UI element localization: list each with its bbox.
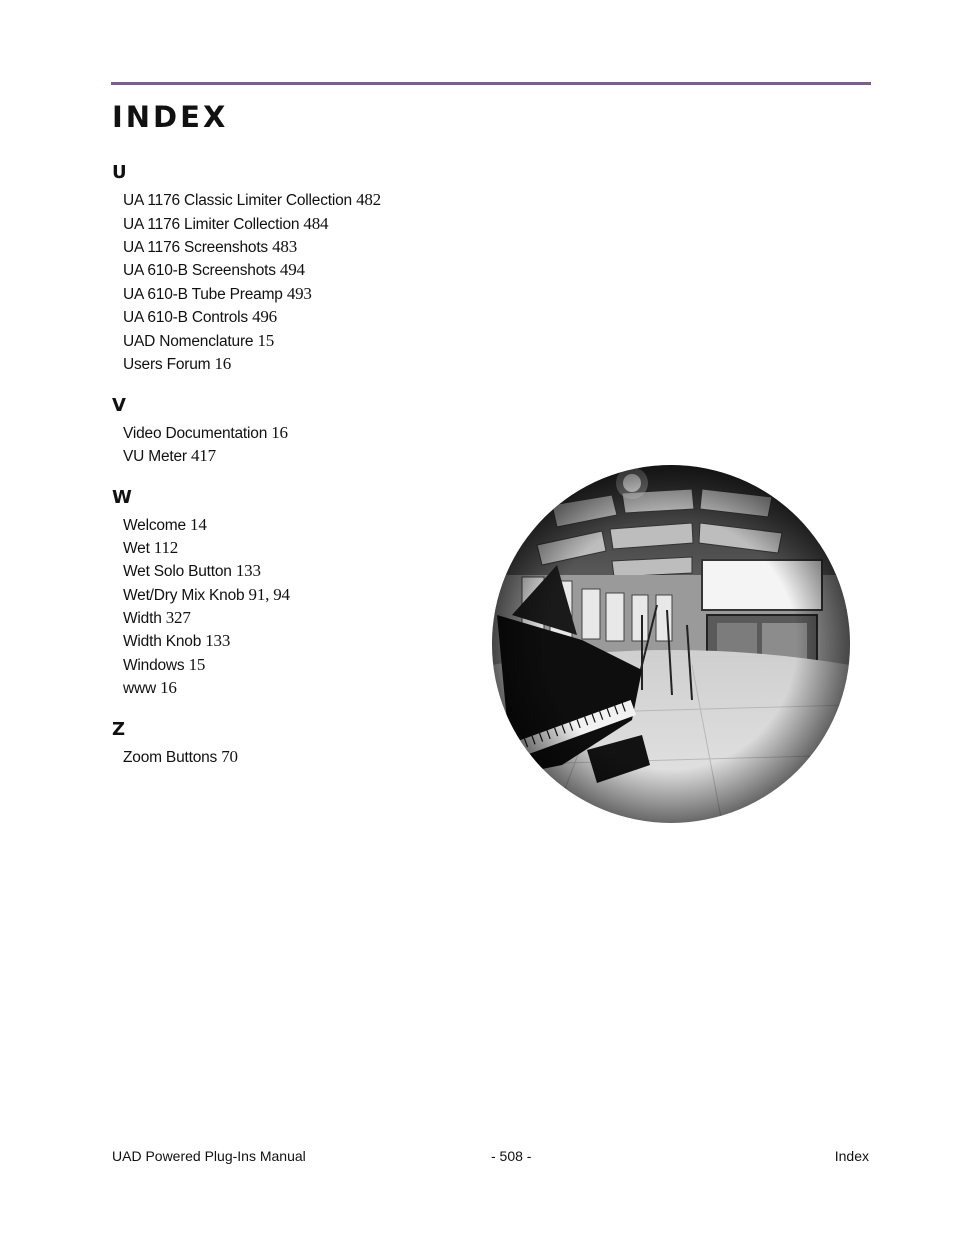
entry-text: UAD Nomenclature xyxy=(123,333,254,350)
entry-page: 14 xyxy=(190,515,207,534)
top-rule xyxy=(111,82,871,85)
section-letter: U xyxy=(112,162,127,183)
entry-page: 494 xyxy=(279,260,305,279)
entry-page: 16 xyxy=(271,423,288,442)
entry-text: www xyxy=(123,680,156,697)
entry-text: Windows xyxy=(123,657,185,674)
footer-page-number: - 508 - xyxy=(491,1148,532,1164)
entry-text: Users Forum xyxy=(123,356,211,373)
index-entry xyxy=(123,214,328,234)
entry-page: 15 xyxy=(188,655,206,674)
entry-page: 482 xyxy=(356,190,381,209)
entry-text: Zoom Buttons xyxy=(123,749,218,766)
entry-page: 133 xyxy=(205,631,231,650)
index-entry xyxy=(123,354,231,374)
index-entry xyxy=(123,631,230,651)
entry-text: Wet xyxy=(123,540,150,557)
entry-text: Width xyxy=(123,610,162,627)
entry-page: 327 xyxy=(165,608,191,627)
studio-photo-illustration xyxy=(492,465,850,823)
index-entry xyxy=(123,515,207,535)
entry-page: 91, 94 xyxy=(248,585,290,604)
index-entry xyxy=(123,608,191,628)
entry-page: 16 xyxy=(160,678,177,697)
section-letter: W xyxy=(112,487,132,508)
entry-text: Wet Solo Button xyxy=(123,563,232,580)
index-entry xyxy=(123,585,290,605)
entry-text: Width Knob xyxy=(123,633,202,650)
studio-fisheye-photo xyxy=(492,465,850,823)
entry-page: 70 xyxy=(221,747,238,766)
footer-manual-title: UAD Powered Plug-Ins Manual xyxy=(112,1148,306,1164)
index-entry xyxy=(123,423,288,443)
entry-text: UA 610-B Controls xyxy=(123,309,248,326)
section-letter: V xyxy=(112,395,126,416)
entry-page: 496 xyxy=(252,307,277,326)
entry-text: UA 610-B Screenshots xyxy=(123,262,276,279)
index-entry xyxy=(123,237,297,257)
index-entry xyxy=(123,678,177,698)
index-entry xyxy=(123,561,261,581)
entry-page: 483 xyxy=(272,237,297,256)
entry-page: 112 xyxy=(153,538,179,557)
entry-page: 493 xyxy=(286,284,312,303)
entry-text: UA 610-B Tube Preamp xyxy=(123,286,283,303)
index-entry xyxy=(123,747,238,767)
entry-page: 16 xyxy=(214,354,232,373)
entry-page: 484 xyxy=(303,214,329,233)
page-title: INDEX xyxy=(112,100,229,134)
index-entry xyxy=(123,655,205,675)
entry-text: UA 1176 Screenshots xyxy=(123,239,268,256)
entry-text: UA 1176 Limiter Collection xyxy=(123,216,300,233)
entry-text: VU Meter xyxy=(123,448,187,465)
entry-page: 133 xyxy=(235,561,261,580)
index-entry xyxy=(123,260,305,280)
entry-text: Video Documentation xyxy=(123,425,268,442)
index-entry xyxy=(123,284,312,304)
entry-text: Welcome xyxy=(123,517,186,534)
entry-page: 417 xyxy=(190,446,216,465)
index-entry xyxy=(123,538,178,558)
index-entry xyxy=(123,190,381,210)
index-entry xyxy=(123,446,216,466)
section-letter: Z xyxy=(112,719,126,740)
entry-page: 15 xyxy=(257,331,275,350)
footer-section-name: Index xyxy=(834,1148,869,1164)
index-entry xyxy=(123,307,277,327)
entry-text: Wet/Dry Mix Knob xyxy=(123,587,245,604)
entry-text: UA 1176 Classic Limiter Collection xyxy=(123,192,352,209)
index-entry xyxy=(123,331,274,351)
